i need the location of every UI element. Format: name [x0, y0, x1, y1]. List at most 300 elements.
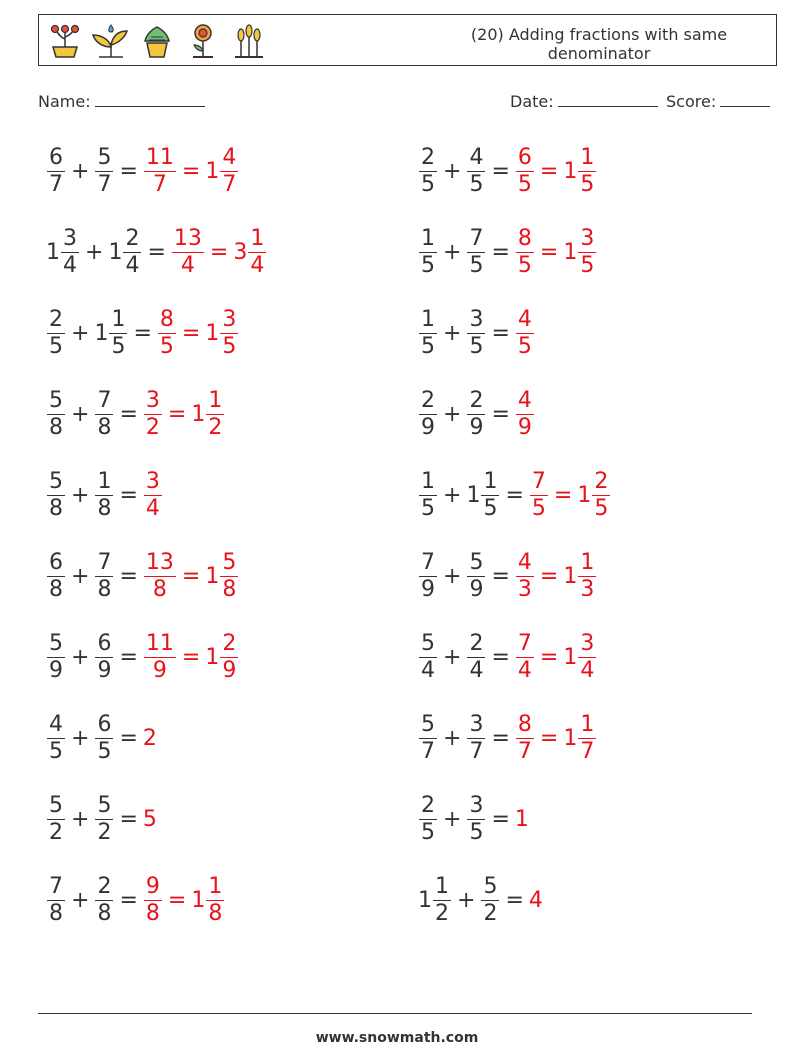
answer: [529, 888, 543, 913]
addend-b-fraction: [109, 307, 127, 360]
addend-a-denominator: 9: [49, 657, 63, 683]
answer-part-denominator: 9: [517, 414, 532, 440]
answer: [143, 550, 239, 603]
answer-part-fraction: [144, 874, 162, 927]
answer-part-denominator: 9: [222, 657, 237, 683]
addend-b-numerator: 7: [469, 225, 484, 251]
plus-sign: +: [71, 725, 90, 751]
addend-b-fraction: [123, 226, 141, 279]
answer-part-fraction: [220, 145, 238, 198]
addend-a-fraction: [47, 388, 65, 441]
answer-part-whole: 1: [205, 158, 220, 184]
problem-10: [46, 866, 225, 934]
addend-b-fraction: [467, 145, 485, 198]
addend-b-denominator: 5: [97, 738, 112, 764]
plus-sign: +: [71, 320, 90, 346]
equals-sign: =: [119, 158, 138, 184]
problem-16: [418, 542, 597, 610]
equals-sign: =: [119, 401, 138, 427]
addend-b-fraction: [467, 307, 485, 360]
addend-b-numerator: 7: [97, 387, 112, 413]
plus-sign: +: [457, 887, 476, 913]
answer-part-numerator: 1: [580, 549, 595, 575]
answer-part-denominator: 7: [222, 171, 237, 197]
answer-part-denominator: 8: [152, 576, 167, 602]
problem-4: [46, 380, 225, 448]
equals-sign: =: [505, 482, 524, 508]
answer: [515, 226, 597, 279]
addend-a-fraction: [419, 307, 437, 360]
addend-a-denominator: 5: [421, 819, 435, 845]
date-label: Date:: [510, 92, 554, 111]
answer-part-whole: 1: [191, 401, 206, 427]
answer-part-fraction: [144, 469, 162, 522]
addend-b-fraction: [95, 712, 113, 765]
problem-13: [418, 299, 535, 367]
answer-part-whole: 1: [563, 239, 578, 265]
answer-part-numerator: 3: [580, 630, 595, 656]
addend-a-numerator: 5: [421, 630, 435, 656]
addend-a-numerator: 1: [435, 873, 449, 899]
addend-a-numerator: 3: [63, 225, 77, 251]
equals-sign: =: [491, 563, 510, 589]
addend-b-numerator: 2: [469, 630, 484, 656]
addend-a-numerator: 7: [421, 549, 435, 575]
equals-sign: =: [491, 644, 510, 670]
plus-sign: +: [443, 563, 462, 589]
equals-sign: =: [209, 239, 229, 265]
addend-b-fraction: [467, 793, 485, 846]
answer-part-whole: 1: [563, 644, 578, 670]
addend-a-numerator: 5: [49, 387, 63, 413]
plus-sign: +: [71, 482, 90, 508]
answer: [143, 874, 225, 927]
answer-part-whole: 1: [205, 563, 220, 589]
plus-sign: +: [71, 401, 90, 427]
answer-part-numerator: 7: [531, 468, 546, 494]
equals-sign: =: [119, 563, 138, 589]
addend-b-fraction: [481, 469, 499, 522]
equals-sign: =: [491, 320, 510, 346]
addend-b-numerator: 3: [469, 711, 484, 737]
addend-a-denominator: 4: [421, 657, 435, 683]
answer-part-whole: 1: [205, 320, 220, 346]
addend-b-fraction: [467, 550, 485, 603]
addend-b-denominator: 7: [469, 738, 484, 764]
answer-part-denominator: 8: [208, 900, 223, 926]
addend-a-fraction: [47, 874, 65, 927]
answer-part-fraction: [592, 469, 610, 522]
answer-part-whole: 1: [205, 644, 220, 670]
plus-sign: +: [71, 644, 90, 670]
addend-b-fraction: [467, 631, 485, 684]
problem-2: [46, 218, 267, 286]
answer: [515, 307, 535, 360]
addend-b-numerator: 2: [125, 225, 140, 251]
answer-part-numerator: 1: [208, 387, 223, 413]
addend-a-fraction: [419, 226, 437, 279]
answer-part-whole: 1: [191, 887, 206, 913]
score-label: Score:: [666, 92, 717, 111]
addend-a-fraction: [419, 550, 437, 603]
addend-a-numerator: 5: [49, 630, 63, 656]
answer-part-numerator: 4: [222, 144, 237, 170]
equals-sign: =: [553, 482, 573, 508]
addend-a-denominator: 5: [49, 333, 63, 359]
addend-a-numerator: 1: [421, 468, 435, 494]
addend-b-denominator: 9: [97, 657, 112, 683]
answer-part-fraction: [172, 226, 204, 279]
addend-b-denominator: 5: [469, 819, 484, 845]
addend-b-fraction: [481, 874, 499, 927]
answer-part-fraction: [516, 145, 534, 198]
answer-part-numerator: 2: [222, 630, 237, 656]
addend-a-denominator: 9: [421, 576, 435, 602]
addend-a-denominator: 5: [421, 495, 435, 521]
answer-part-fraction: [220, 631, 238, 684]
problem-3: [46, 299, 239, 367]
equals-sign: =: [491, 401, 510, 427]
addend-a-denominator: 9: [421, 414, 435, 440]
answer-part-denominator: 2: [208, 414, 223, 440]
footer-divider: [38, 1013, 752, 1014]
answer-part-fraction: [144, 388, 162, 441]
answer-part-numerator: 1: [580, 144, 595, 170]
addend-a-numerator: 1: [421, 225, 435, 251]
answer-part-numerator: 4: [517, 387, 532, 413]
addend-b-fraction: [95, 388, 113, 441]
answer-part-fraction: [144, 145, 176, 198]
addend-a-denominator: 5: [421, 252, 435, 278]
answer: [143, 726, 157, 751]
addend-b-numerator: 1: [111, 306, 126, 332]
addend-a-denominator: 5: [421, 333, 435, 359]
addend-b-numerator: 1: [483, 468, 498, 494]
answer-part-fraction: [220, 307, 238, 360]
answer-part-numerator: 3: [145, 387, 160, 413]
addend-b-fraction: [95, 145, 113, 198]
addend-a-denominator: 7: [421, 738, 435, 764]
addend-a-whole: 1: [46, 239, 60, 265]
addend-b-denominator: 8: [97, 414, 112, 440]
answer-part-fraction: [516, 226, 534, 279]
problem-18: [418, 704, 597, 772]
equals-sign: =: [181, 644, 201, 670]
answer-part-denominator: 3: [580, 576, 595, 602]
answer-part-numerator: 6: [517, 144, 532, 170]
answer-part-fraction: [206, 874, 224, 927]
addend-a-fraction: [47, 550, 65, 603]
worksheet-title: (20) Adding fractions with same denominator: [470, 25, 728, 63]
answer-part-fraction: [144, 631, 176, 684]
answer: [529, 469, 611, 522]
answer-part-whole: 1: [577, 482, 592, 508]
answer-part-fraction: [248, 226, 266, 279]
answer-part-numerator: 1: [250, 225, 265, 251]
addend-a-numerator: 5: [49, 792, 63, 818]
equals-sign: =: [119, 644, 138, 670]
addend-a-numerator: 5: [49, 468, 63, 494]
addend-b-numerator: 3: [469, 792, 484, 818]
addend-b-denominator: 8: [97, 900, 112, 926]
addend-b-denominator: 9: [469, 576, 484, 602]
addend-a-fraction: [419, 388, 437, 441]
addend-a-numerator: 2: [421, 387, 435, 413]
answer-part-numerator: 3: [145, 468, 160, 494]
equals-sign: =: [147, 239, 166, 265]
addend-b-fraction: [467, 226, 485, 279]
equals-sign: =: [491, 725, 510, 751]
plus-sign: +: [85, 239, 104, 265]
addend-b-denominator: 4: [469, 657, 484, 683]
plus-sign: +: [71, 158, 90, 184]
answer-part-fraction: [516, 550, 534, 603]
answer-part-denominator: 4: [180, 252, 195, 278]
addend-a-numerator: 2: [421, 792, 435, 818]
answer-part-fraction: [578, 226, 596, 279]
addend-b-numerator: 5: [483, 873, 498, 899]
addend-a-fraction: [47, 712, 65, 765]
equals-sign: =: [181, 563, 201, 589]
addend-b-denominator: 5: [111, 333, 126, 359]
answer-part-denominator: 3: [517, 576, 532, 602]
addend-a-fraction: [419, 793, 437, 846]
problem-9: [46, 785, 157, 853]
answer-part-fraction: [578, 145, 596, 198]
addend-a-numerator: 2: [49, 306, 63, 332]
answer-part-denominator: 7: [152, 171, 167, 197]
problem-11: [418, 137, 597, 205]
addend-a-numerator: 2: [421, 144, 435, 170]
problem-5: [46, 461, 163, 529]
problem-20: [418, 866, 543, 934]
answer: [143, 469, 163, 522]
addend-b-denominator: 5: [469, 171, 484, 197]
addend-b-denominator: 9: [469, 414, 484, 440]
problem-14: [418, 380, 535, 448]
answer: [171, 226, 267, 279]
addend-b-numerator: 6: [97, 630, 112, 656]
addend-b-whole: 1: [108, 239, 123, 265]
plus-sign: +: [443, 239, 462, 265]
problem-7: [46, 623, 239, 691]
answer-part-fraction: [516, 388, 534, 441]
answer-part-numerator: 2: [594, 468, 609, 494]
problem-15: [418, 461, 611, 529]
answer-part-denominator: 9: [152, 657, 167, 683]
answer-part-denominator: 5: [222, 333, 237, 359]
answer-part-fraction: [530, 469, 548, 522]
problem-17: [418, 623, 597, 691]
addend-b-numerator: 4: [469, 144, 484, 170]
equals-sign: =: [167, 401, 187, 427]
addend-a-fraction: [47, 631, 65, 684]
plus-sign: +: [71, 563, 90, 589]
equals-sign: =: [119, 482, 138, 508]
addend-a-fraction: [61, 226, 79, 279]
answer: [143, 807, 157, 832]
plus-sign: +: [443, 725, 462, 751]
addend-b-numerator: 3: [469, 306, 484, 332]
addend-b-fraction: [95, 631, 113, 684]
addend-a-denominator: 5: [49, 738, 63, 764]
addend-a-fraction: [419, 469, 437, 522]
answer-part-numerator: 3: [222, 306, 237, 332]
equals-sign: =: [491, 158, 510, 184]
answer-part-denominator: 4: [517, 657, 532, 683]
addend-b-denominator: 5: [469, 333, 484, 359]
answer-part-whole: 1: [514, 806, 529, 832]
equals-sign: =: [539, 158, 559, 184]
addend-b-numerator: 2: [97, 873, 112, 899]
answer-part-fraction: [144, 550, 176, 603]
problem-6: [46, 542, 239, 610]
addend-b-fraction: [95, 550, 113, 603]
addend-b-fraction: [467, 388, 485, 441]
addend-b-fraction: [95, 793, 113, 846]
answer-part-denominator: 7: [580, 738, 595, 764]
addend-b-denominator: 7: [97, 171, 112, 197]
addend-a-denominator: 2: [435, 900, 449, 926]
answer-part-denominator: 5: [159, 333, 174, 359]
addend-a-numerator: 6: [49, 549, 63, 575]
answer-part-fraction: [220, 550, 238, 603]
answer-part-numerator: 3: [580, 225, 595, 251]
answer-part-denominator: 5: [517, 171, 532, 197]
addend-a-fraction: [47, 145, 65, 198]
addend-b-fraction: [467, 712, 485, 765]
addend-b-denominator: 8: [97, 576, 112, 602]
answer-part-denominator: 5: [517, 333, 532, 359]
answer-part-numerator: 4: [517, 306, 532, 332]
equals-sign: =: [119, 887, 138, 913]
answer: [143, 388, 225, 441]
answer-part-denominator: 5: [531, 495, 546, 521]
addend-b-numerator: 5: [97, 792, 112, 818]
answer: [515, 631, 597, 684]
plus-sign: +: [71, 887, 90, 913]
answer: [143, 145, 239, 198]
answer-part-denominator: 7: [517, 738, 532, 764]
answer-part-numerator: 8: [517, 711, 532, 737]
addend-a-numerator: 4: [49, 711, 63, 737]
footer-url: www.snowmath.com: [315, 1030, 479, 1046]
addend-a-fraction: [47, 307, 65, 360]
answer-part-denominator: 4: [145, 495, 160, 521]
addend-b-fraction: [95, 469, 113, 522]
addend-b-denominator: 5: [483, 495, 498, 521]
answer: [515, 807, 529, 832]
answer-part-numerator: 1: [208, 873, 223, 899]
plus-sign: +: [443, 644, 462, 670]
answer-part-numerator: 5: [222, 549, 237, 575]
answer-part-numerator: 11: [145, 630, 174, 656]
addend-a-denominator: 4: [63, 252, 77, 278]
answer-part-numerator: 13: [173, 225, 202, 251]
addend-b-denominator: 2: [483, 900, 498, 926]
addend-a-fraction: [433, 874, 451, 927]
answer: [515, 712, 597, 765]
addend-b-numerator: 2: [469, 387, 484, 413]
equals-sign: =: [133, 320, 152, 346]
plus-sign: +: [443, 806, 462, 832]
problem-12: [418, 218, 597, 286]
addend-b-numerator: 5: [469, 549, 484, 575]
answer-part-fraction: [578, 550, 596, 603]
answer-part-denominator: 2: [145, 414, 160, 440]
addend-b-whole: 1: [466, 482, 481, 508]
answer-part-denominator: 4: [250, 252, 265, 278]
problem-19: [418, 785, 529, 853]
equals-sign: =: [539, 239, 559, 265]
addend-a-fraction: [419, 712, 437, 765]
addend-a-fraction: [419, 631, 437, 684]
answer-part-fraction: [516, 712, 534, 765]
addend-a-denominator: 8: [49, 576, 63, 602]
equals-sign: =: [181, 158, 201, 184]
equals-sign: =: [539, 644, 559, 670]
plus-sign: +: [443, 320, 462, 346]
problem-8: [46, 704, 157, 772]
answer-part-fraction: [206, 388, 224, 441]
addend-b-whole: 1: [94, 320, 109, 346]
addend-b-denominator: 2: [97, 819, 112, 845]
answer-part-whole: 1: [563, 725, 578, 751]
addend-b-fraction: [95, 874, 113, 927]
answer-part-whole: 1: [563, 158, 578, 184]
answer-part-whole: 2: [142, 725, 157, 751]
equals-sign: =: [539, 725, 559, 751]
equals-sign: =: [167, 887, 187, 913]
answer: [515, 388, 535, 441]
equals-sign: =: [491, 806, 510, 832]
addend-a-denominator: 2: [49, 819, 63, 845]
answer-part-fraction: [516, 631, 534, 684]
answer-part-denominator: 5: [580, 252, 595, 278]
answer-part-numerator: 9: [145, 873, 160, 899]
equals-sign: =: [505, 887, 524, 913]
equals-sign: =: [539, 563, 559, 589]
addend-a-denominator: 5: [421, 171, 435, 197]
addend-b-numerator: 5: [97, 144, 112, 170]
addend-a-numerator: 1: [421, 306, 435, 332]
equals-sign: =: [181, 320, 201, 346]
problem-1: [46, 137, 239, 205]
addend-b-denominator: 5: [469, 252, 484, 278]
addend-b-denominator: 4: [125, 252, 140, 278]
addend-b-numerator: 1: [97, 468, 112, 494]
answer-part-denominator: 8: [222, 576, 237, 602]
name-label: Name:: [38, 92, 91, 111]
answer-part-numerator: 1: [580, 711, 595, 737]
answer-part-denominator: 4: [580, 657, 595, 683]
addend-a-denominator: 8: [49, 495, 63, 521]
plus-sign: +: [443, 158, 462, 184]
answer-part-fraction: [578, 712, 596, 765]
plus-sign: +: [443, 482, 462, 508]
answer-part-numerator: 7: [517, 630, 532, 656]
addend-a-numerator: 6: [49, 144, 63, 170]
addend-a-fraction: [47, 469, 65, 522]
addend-a-numerator: 7: [49, 873, 63, 899]
equals-sign: =: [119, 725, 138, 751]
addend-a-fraction: [47, 793, 65, 846]
addend-a-denominator: 8: [49, 900, 63, 926]
answer-part-numerator: 4: [517, 549, 532, 575]
addend-a-denominator: 8: [49, 414, 63, 440]
answer-part-denominator: 5: [580, 171, 595, 197]
plus-sign: +: [71, 806, 90, 832]
